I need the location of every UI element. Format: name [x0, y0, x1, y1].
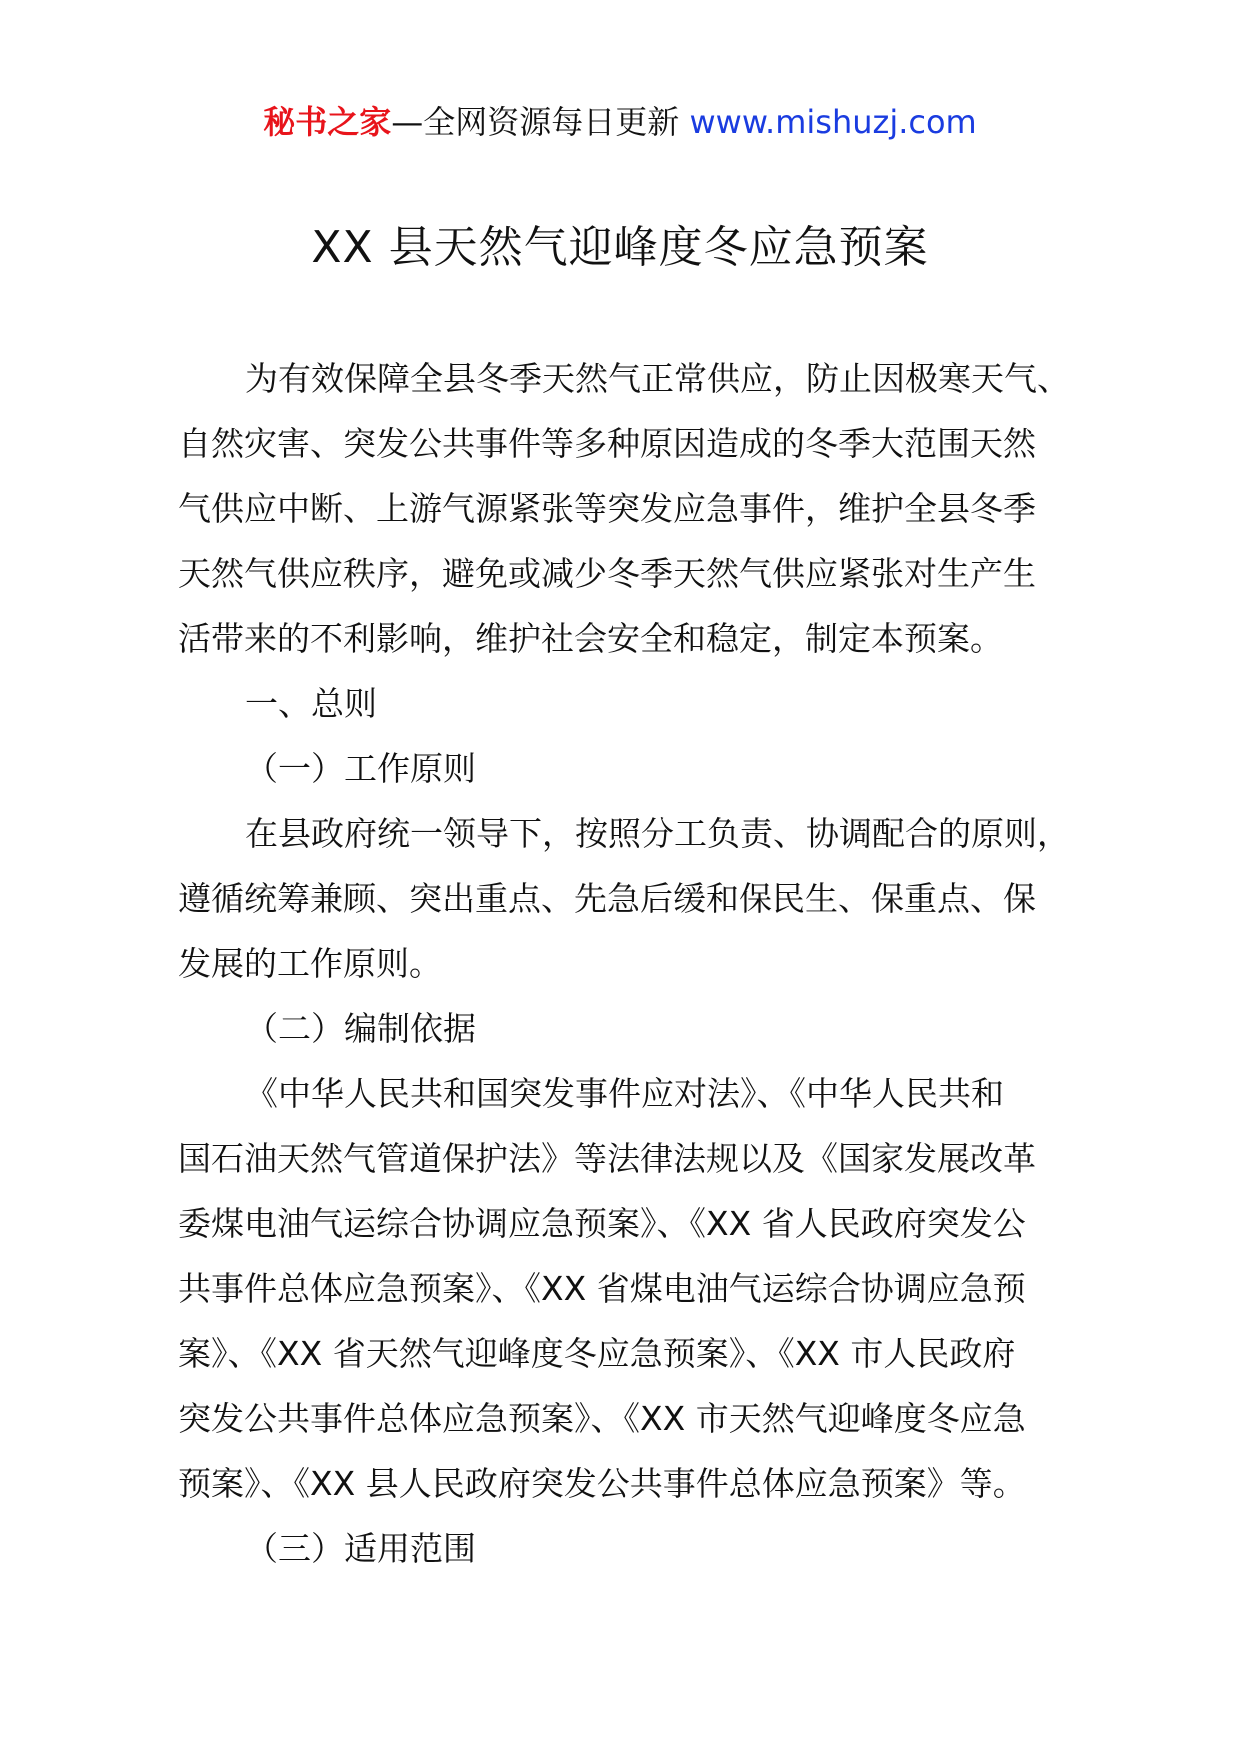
paragraph-intro-line: 活带来的不利影响，维护社会安全和稳定，制定本预案。 — [178, 619, 1003, 658]
section-heading-general: 一、总则 — [245, 684, 377, 723]
paragraph-basis-line: 案》、《XX 省天然气迎峰度冬应急预案》、《XX 市人民政府 — [178, 1334, 1016, 1373]
paragraph-basis-line: 预案》、《XX 县人民政府突发公共事件总体应急预案》等。 — [178, 1464, 1026, 1503]
paragraph-intro-line: 为有效保障全县冬季天然气正常供应，防止因极寒天气、 — [245, 359, 1070, 398]
document-body — [178, 346, 1078, 1581]
site-banner — [0, 100, 1240, 144]
paragraph-intro-line: 自然灾害、突发公共事件等多种原因造成的冬季大范围天然 — [178, 424, 1036, 463]
banner-tagline: —全网资源每日更新 — [391, 103, 690, 141]
site-url-link[interactable]: www.mishuzj.com — [689, 103, 977, 141]
paragraph-basis-line: 突发公共事件总体应急预案》、《XX 市天然气迎峰度冬应急 — [178, 1399, 1026, 1438]
paragraph-basis-line: 《中华人民共和国突发事件应对法》、《中华人民共和 — [245, 1074, 1004, 1113]
paragraph-basis-line: 国石油天然气管道保护法》等法律法规以及《国家发展改革 — [178, 1139, 1036, 1178]
paragraph-principles-line: 在县政府统一领导下，按照分工负责、协调配合的原则， — [245, 814, 1070, 853]
brand-name: 秘书之家 — [263, 103, 392, 141]
paragraph-basis-line: 共事件总体应急预案》、《XX 省煤电油气运综合协调应急预 — [178, 1269, 1026, 1308]
subsection-heading-basis: （二）编制依据 — [245, 1009, 476, 1048]
document-title: XX 县天然气迎峰度冬应急预案 — [311, 222, 929, 273]
paragraph-intro-line: 天然气供应秩序，避免或减少冬季天然气供应紧张对生产生 — [178, 554, 1036, 593]
paragraph-intro-line: 气供应中断、上游气源紧张等突发应急事件，维护全县冬季 — [178, 489, 1036, 528]
subsection-heading-scope: （三）适用范围 — [245, 1529, 476, 1568]
paragraph-principles-line: 遵循统筹兼顾、突出重点、先急后缓和保民生、保重点、保 — [178, 879, 1036, 918]
paragraph-principles-line: 发展的工作原则。 — [178, 944, 442, 983]
paragraph-basis-line: 委煤电油气运综合协调应急预案》、《XX 省人民政府突发公 — [178, 1204, 1026, 1243]
subsection-heading-principles: （一）工作原则 — [245, 749, 476, 788]
